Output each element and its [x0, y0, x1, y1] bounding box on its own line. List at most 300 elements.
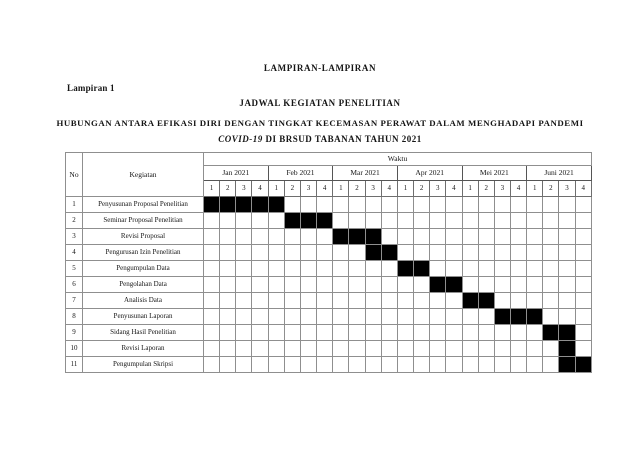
gantt-bar-cell	[365, 229, 381, 245]
week-header: 2	[349, 181, 365, 197]
gantt-bar-cell	[220, 197, 236, 213]
gantt-cell	[333, 325, 349, 341]
gantt-cell	[414, 293, 430, 309]
gantt-cell	[333, 261, 349, 277]
gantt-cell	[478, 357, 494, 373]
gantt-cell	[527, 213, 543, 229]
gantt-cell	[365, 309, 381, 325]
week-header: 1	[268, 181, 284, 197]
row-number: 2	[66, 213, 83, 229]
gantt-cell	[317, 229, 333, 245]
col-header-waktu: Waktu	[204, 153, 592, 166]
gantt-cell	[559, 197, 575, 213]
gantt-cell	[204, 213, 220, 229]
gantt-cell	[494, 341, 510, 357]
activity-label: Penyusunan Proposal Penelitian	[83, 197, 204, 213]
gantt-cell	[575, 229, 591, 245]
gantt-cell	[220, 277, 236, 293]
gantt-cell	[220, 325, 236, 341]
gantt-cell	[446, 309, 462, 325]
gantt-cell	[414, 341, 430, 357]
week-header: 4	[446, 181, 462, 197]
gantt-cell	[204, 341, 220, 357]
gantt-cell	[543, 197, 559, 213]
gantt-cell	[430, 213, 446, 229]
gantt-cell	[494, 325, 510, 341]
gantt-cell	[575, 277, 591, 293]
gantt-bar-cell	[478, 293, 494, 309]
gantt-cell	[397, 325, 413, 341]
gantt-cell	[252, 325, 268, 341]
month-header: Jan 2021	[204, 166, 269, 181]
gantt-cell	[252, 357, 268, 373]
week-header: 1	[527, 181, 543, 197]
gantt-cell	[268, 309, 284, 325]
gantt-cell	[333, 341, 349, 357]
gantt-cell	[252, 229, 268, 245]
week-header: 3	[494, 181, 510, 197]
gantt-cell	[510, 357, 526, 373]
gantt-cell	[268, 245, 284, 261]
gantt-cell	[220, 245, 236, 261]
gantt-cell	[462, 261, 478, 277]
gantt-cell	[284, 293, 300, 309]
gantt-bar-cell	[381, 245, 397, 261]
gantt-cell	[414, 357, 430, 373]
gantt-cell	[204, 357, 220, 373]
gantt-cell	[543, 213, 559, 229]
gantt-cell	[430, 197, 446, 213]
gantt-cell	[462, 309, 478, 325]
gantt-cell	[478, 213, 494, 229]
gantt-cell	[414, 325, 430, 341]
week-header: 1	[397, 181, 413, 197]
gantt-cell	[284, 197, 300, 213]
gantt-cell	[252, 309, 268, 325]
gantt-cell	[446, 229, 462, 245]
gantt-bar-cell	[252, 197, 268, 213]
gantt-cell	[575, 213, 591, 229]
gantt-cell	[462, 197, 478, 213]
gantt-cell	[365, 357, 381, 373]
gantt-cell	[446, 213, 462, 229]
gantt-cell	[349, 277, 365, 293]
gantt-cell	[284, 277, 300, 293]
activity-label: Pengolahan Data	[83, 277, 204, 293]
gantt-cell	[284, 325, 300, 341]
gantt-cell	[478, 229, 494, 245]
gantt-cell	[414, 197, 430, 213]
gantt-cell	[446, 197, 462, 213]
gantt-cell	[478, 245, 494, 261]
gantt-cell	[527, 341, 543, 357]
gantt-cell	[559, 213, 575, 229]
gantt-cell	[414, 277, 430, 293]
table-row	[66, 277, 592, 293]
gantt-cell	[543, 277, 559, 293]
gantt-cell	[365, 261, 381, 277]
gantt-cell	[381, 357, 397, 373]
row-number: 5	[66, 261, 83, 277]
gantt-cell	[220, 357, 236, 373]
gantt-cell	[430, 293, 446, 309]
gantt-cell	[317, 277, 333, 293]
gantt-cell	[543, 245, 559, 261]
gantt-cell	[397, 197, 413, 213]
gantt-cell	[430, 309, 446, 325]
gantt-cell	[575, 309, 591, 325]
gantt-cell	[430, 261, 446, 277]
table-row	[66, 229, 592, 245]
header-row-waktu	[66, 153, 592, 166]
week-header: 1	[333, 181, 349, 197]
gantt-cell	[559, 245, 575, 261]
row-number: 4	[66, 245, 83, 261]
table-row	[66, 245, 592, 261]
gantt-bar-cell	[510, 309, 526, 325]
gantt-cell	[317, 357, 333, 373]
week-header: 1	[204, 181, 220, 197]
activity-label: Pengumpulan Data	[83, 261, 204, 277]
activity-label: Penyusunan Laporan	[83, 309, 204, 325]
gantt-cell	[575, 245, 591, 261]
gantt-cell	[397, 229, 413, 245]
gantt-cell	[414, 245, 430, 261]
gantt-cell	[446, 341, 462, 357]
gantt-cell	[430, 229, 446, 245]
gantt-cell	[349, 325, 365, 341]
gantt-cell	[236, 341, 252, 357]
gantt-cell	[252, 245, 268, 261]
gantt-cell	[236, 293, 252, 309]
gantt-cell	[300, 261, 316, 277]
gantt-cell	[381, 213, 397, 229]
table-row	[66, 341, 592, 357]
gantt-cell	[397, 309, 413, 325]
covid-19-italic: COVID-19	[218, 134, 263, 144]
gantt-cell	[365, 325, 381, 341]
gantt-cell	[349, 245, 365, 261]
gantt-cell	[559, 261, 575, 277]
gantt-cell	[478, 277, 494, 293]
gantt-cell	[317, 261, 333, 277]
gantt-cell	[543, 309, 559, 325]
week-header: 2	[543, 181, 559, 197]
lampiran-label: Lampiran 1	[67, 83, 115, 93]
gantt-cell	[543, 261, 559, 277]
gantt-cell	[268, 213, 284, 229]
gantt-cell	[510, 325, 526, 341]
gantt-cell	[220, 229, 236, 245]
gantt-cell	[494, 197, 510, 213]
gantt-cell	[478, 341, 494, 357]
gantt-cell	[220, 341, 236, 357]
gantt-cell	[510, 213, 526, 229]
gantt-bar-cell	[317, 213, 333, 229]
gantt-cell	[365, 213, 381, 229]
gantt-cell	[494, 277, 510, 293]
gantt-cell	[317, 325, 333, 341]
gantt-cell	[430, 325, 446, 341]
month-header: Feb 2021	[268, 166, 333, 181]
gantt-cell	[575, 293, 591, 309]
activity-label: Seminar Proposal Penelitian	[83, 213, 204, 229]
gantt-cell	[268, 277, 284, 293]
week-header: 2	[284, 181, 300, 197]
gantt-cell	[543, 357, 559, 373]
gantt-cell	[333, 277, 349, 293]
gantt-cell	[527, 357, 543, 373]
gantt-cell	[236, 357, 252, 373]
table-row	[66, 213, 592, 229]
row-number: 6	[66, 277, 83, 293]
gantt-cell	[559, 309, 575, 325]
gantt-cell	[349, 309, 365, 325]
col-header-no: No	[66, 153, 83, 197]
research-title-line2	[0, 134, 640, 144]
gantt-cell	[333, 213, 349, 229]
gantt-cell	[381, 293, 397, 309]
week-header: 4	[575, 181, 591, 197]
gantt-cell	[333, 245, 349, 261]
gantt-cell	[381, 341, 397, 357]
row-number: 7	[66, 293, 83, 309]
gantt-cell	[527, 293, 543, 309]
gantt-cell	[381, 229, 397, 245]
gantt-cell	[252, 341, 268, 357]
gantt-cell	[236, 229, 252, 245]
gantt-cell	[478, 197, 494, 213]
gantt-cell	[559, 293, 575, 309]
gantt-cell	[381, 261, 397, 277]
week-header: 1	[462, 181, 478, 197]
gantt-cell	[204, 293, 220, 309]
gantt-bar-cell	[559, 341, 575, 357]
gantt-cell	[510, 341, 526, 357]
gantt-cell	[543, 293, 559, 309]
gantt-cell	[397, 277, 413, 293]
gantt-cell	[349, 357, 365, 373]
row-number: 1	[66, 197, 83, 213]
gantt-cell	[317, 293, 333, 309]
gantt-bar-cell	[268, 197, 284, 213]
gantt-cell	[349, 341, 365, 357]
gantt-cell	[204, 245, 220, 261]
row-number: 9	[66, 325, 83, 341]
gantt-bar-cell	[349, 229, 365, 245]
gantt-cell	[204, 229, 220, 245]
gantt-cell	[268, 229, 284, 245]
gantt-cell	[268, 325, 284, 341]
gantt-cell	[527, 245, 543, 261]
gantt-bar-cell	[414, 261, 430, 277]
gantt-cell	[220, 261, 236, 277]
gantt-bar-cell	[494, 309, 510, 325]
activity-label: Sidang Hasil Penelitian	[83, 325, 204, 341]
gantt-cell	[252, 293, 268, 309]
gantt-bar-cell	[300, 213, 316, 229]
gantt-cell	[397, 293, 413, 309]
gantt-cell	[349, 293, 365, 309]
gantt-cell	[220, 309, 236, 325]
gantt-cell	[333, 293, 349, 309]
gantt-cell	[300, 325, 316, 341]
gantt-cell	[317, 197, 333, 213]
gantt-cell	[333, 197, 349, 213]
week-header: 3	[365, 181, 381, 197]
gantt-bar-cell	[284, 213, 300, 229]
gantt-cell	[510, 261, 526, 277]
gantt-cell	[236, 245, 252, 261]
gantt-cell	[381, 325, 397, 341]
gantt-cell	[204, 277, 220, 293]
gantt-bar-cell	[204, 197, 220, 213]
gantt-bar-cell	[430, 277, 446, 293]
gantt-cell	[268, 293, 284, 309]
gantt-cell	[300, 197, 316, 213]
gantt-cell	[300, 245, 316, 261]
gantt-bar-cell	[236, 197, 252, 213]
gantt-cell	[397, 357, 413, 373]
gantt-bar-cell	[527, 309, 543, 325]
gantt-cell	[284, 245, 300, 261]
activity-label: Analisis Data	[83, 293, 204, 309]
week-header: 4	[317, 181, 333, 197]
gantt-cell	[543, 341, 559, 357]
gantt-cell	[510, 293, 526, 309]
gantt-cell	[236, 261, 252, 277]
activity-label: Revisi Proposal	[83, 229, 204, 245]
gantt-cell	[381, 197, 397, 213]
schedule-title: JADWAL KEGIATAN PENELITIAN	[239, 98, 401, 108]
row-number: 8	[66, 309, 83, 325]
gantt-cell	[204, 261, 220, 277]
gantt-cell	[446, 293, 462, 309]
gantt-cell	[333, 309, 349, 325]
gantt-cell	[300, 293, 316, 309]
gantt-cell	[510, 277, 526, 293]
gantt-cell	[252, 213, 268, 229]
activity-label: Revisi Laporan	[83, 341, 204, 357]
week-header: 3	[236, 181, 252, 197]
gantt-bar-cell	[365, 245, 381, 261]
gantt-cell	[300, 277, 316, 293]
gantt-cell	[527, 261, 543, 277]
gantt-cell	[494, 293, 510, 309]
gantt-cell	[300, 341, 316, 357]
gantt-schedule-table	[65, 152, 592, 373]
gantt-cell	[381, 309, 397, 325]
gantt-cell	[204, 309, 220, 325]
table-row	[66, 325, 592, 341]
week-header: 3	[300, 181, 316, 197]
gantt-cell	[349, 213, 365, 229]
col-header-kegiatan: Kegiatan	[83, 153, 204, 197]
gantt-cell	[317, 309, 333, 325]
gantt-cell	[462, 341, 478, 357]
gantt-cell	[300, 229, 316, 245]
gantt-cell	[300, 309, 316, 325]
gantt-cell	[365, 197, 381, 213]
gantt-cell	[575, 197, 591, 213]
gantt-cell	[397, 245, 413, 261]
gantt-cell	[268, 357, 284, 373]
gantt-cell	[527, 229, 543, 245]
gantt-bar-cell	[462, 293, 478, 309]
week-header: 2	[220, 181, 236, 197]
gantt-cell	[478, 325, 494, 341]
gantt-cell	[397, 341, 413, 357]
gantt-cell	[559, 277, 575, 293]
gantt-cell	[397, 213, 413, 229]
gantt-cell	[349, 197, 365, 213]
gantt-cell	[268, 341, 284, 357]
gantt-cell	[349, 261, 365, 277]
month-header: Apr 2021	[397, 166, 462, 181]
row-number: 11	[66, 357, 83, 373]
gantt-cell	[365, 293, 381, 309]
gantt-cell	[414, 213, 430, 229]
table-row	[66, 197, 592, 213]
gantt-cell	[543, 229, 559, 245]
table-row	[66, 309, 592, 325]
gantt-cell	[462, 229, 478, 245]
gantt-cell	[446, 245, 462, 261]
gantt-bar-cell	[333, 229, 349, 245]
week-header: 4	[510, 181, 526, 197]
gantt-cell	[365, 277, 381, 293]
table-row	[66, 261, 592, 277]
gantt-cell	[252, 277, 268, 293]
gantt-cell	[575, 261, 591, 277]
gantt-cell	[478, 309, 494, 325]
gantt-cell	[252, 261, 268, 277]
week-header: 2	[478, 181, 494, 197]
gantt-cell	[494, 357, 510, 373]
week-header: 3	[430, 181, 446, 197]
activity-label: Pengurusan Izin Penelitian	[83, 245, 204, 261]
research-title-line1: HUBUNGAN ANTARA EFIKASI DIRI DENGAN TINGKAT KECEMASAN PERAWAT DALAM MENGHADAPI PANDEMI	[56, 118, 584, 128]
gantt-cell	[284, 357, 300, 373]
table-row	[66, 293, 592, 309]
gantt-cell	[494, 229, 510, 245]
gantt-cell	[462, 277, 478, 293]
gantt-cell	[300, 357, 316, 373]
gantt-bar-cell	[397, 261, 413, 277]
gantt-cell	[381, 277, 397, 293]
gantt-cell	[284, 261, 300, 277]
gantt-cell	[333, 357, 349, 373]
month-header: Juni 2021	[527, 166, 592, 181]
gantt-cell	[430, 341, 446, 357]
gantt-cell	[575, 341, 591, 357]
week-header: 2	[414, 181, 430, 197]
gantt-cell	[478, 261, 494, 277]
month-header: Mar 2021	[333, 166, 398, 181]
gantt-cell	[220, 293, 236, 309]
gantt-cell	[494, 213, 510, 229]
gantt-cell	[510, 197, 526, 213]
gantt-cell	[284, 309, 300, 325]
month-header: Mei 2021	[462, 166, 527, 181]
gantt-cell	[220, 213, 236, 229]
gantt-cell	[317, 245, 333, 261]
gantt-cell	[446, 357, 462, 373]
gantt-cell	[527, 325, 543, 341]
gantt-cell	[462, 357, 478, 373]
gantt-bar-cell	[543, 325, 559, 341]
activity-label: Pengumpulan Skripsi	[83, 357, 204, 373]
